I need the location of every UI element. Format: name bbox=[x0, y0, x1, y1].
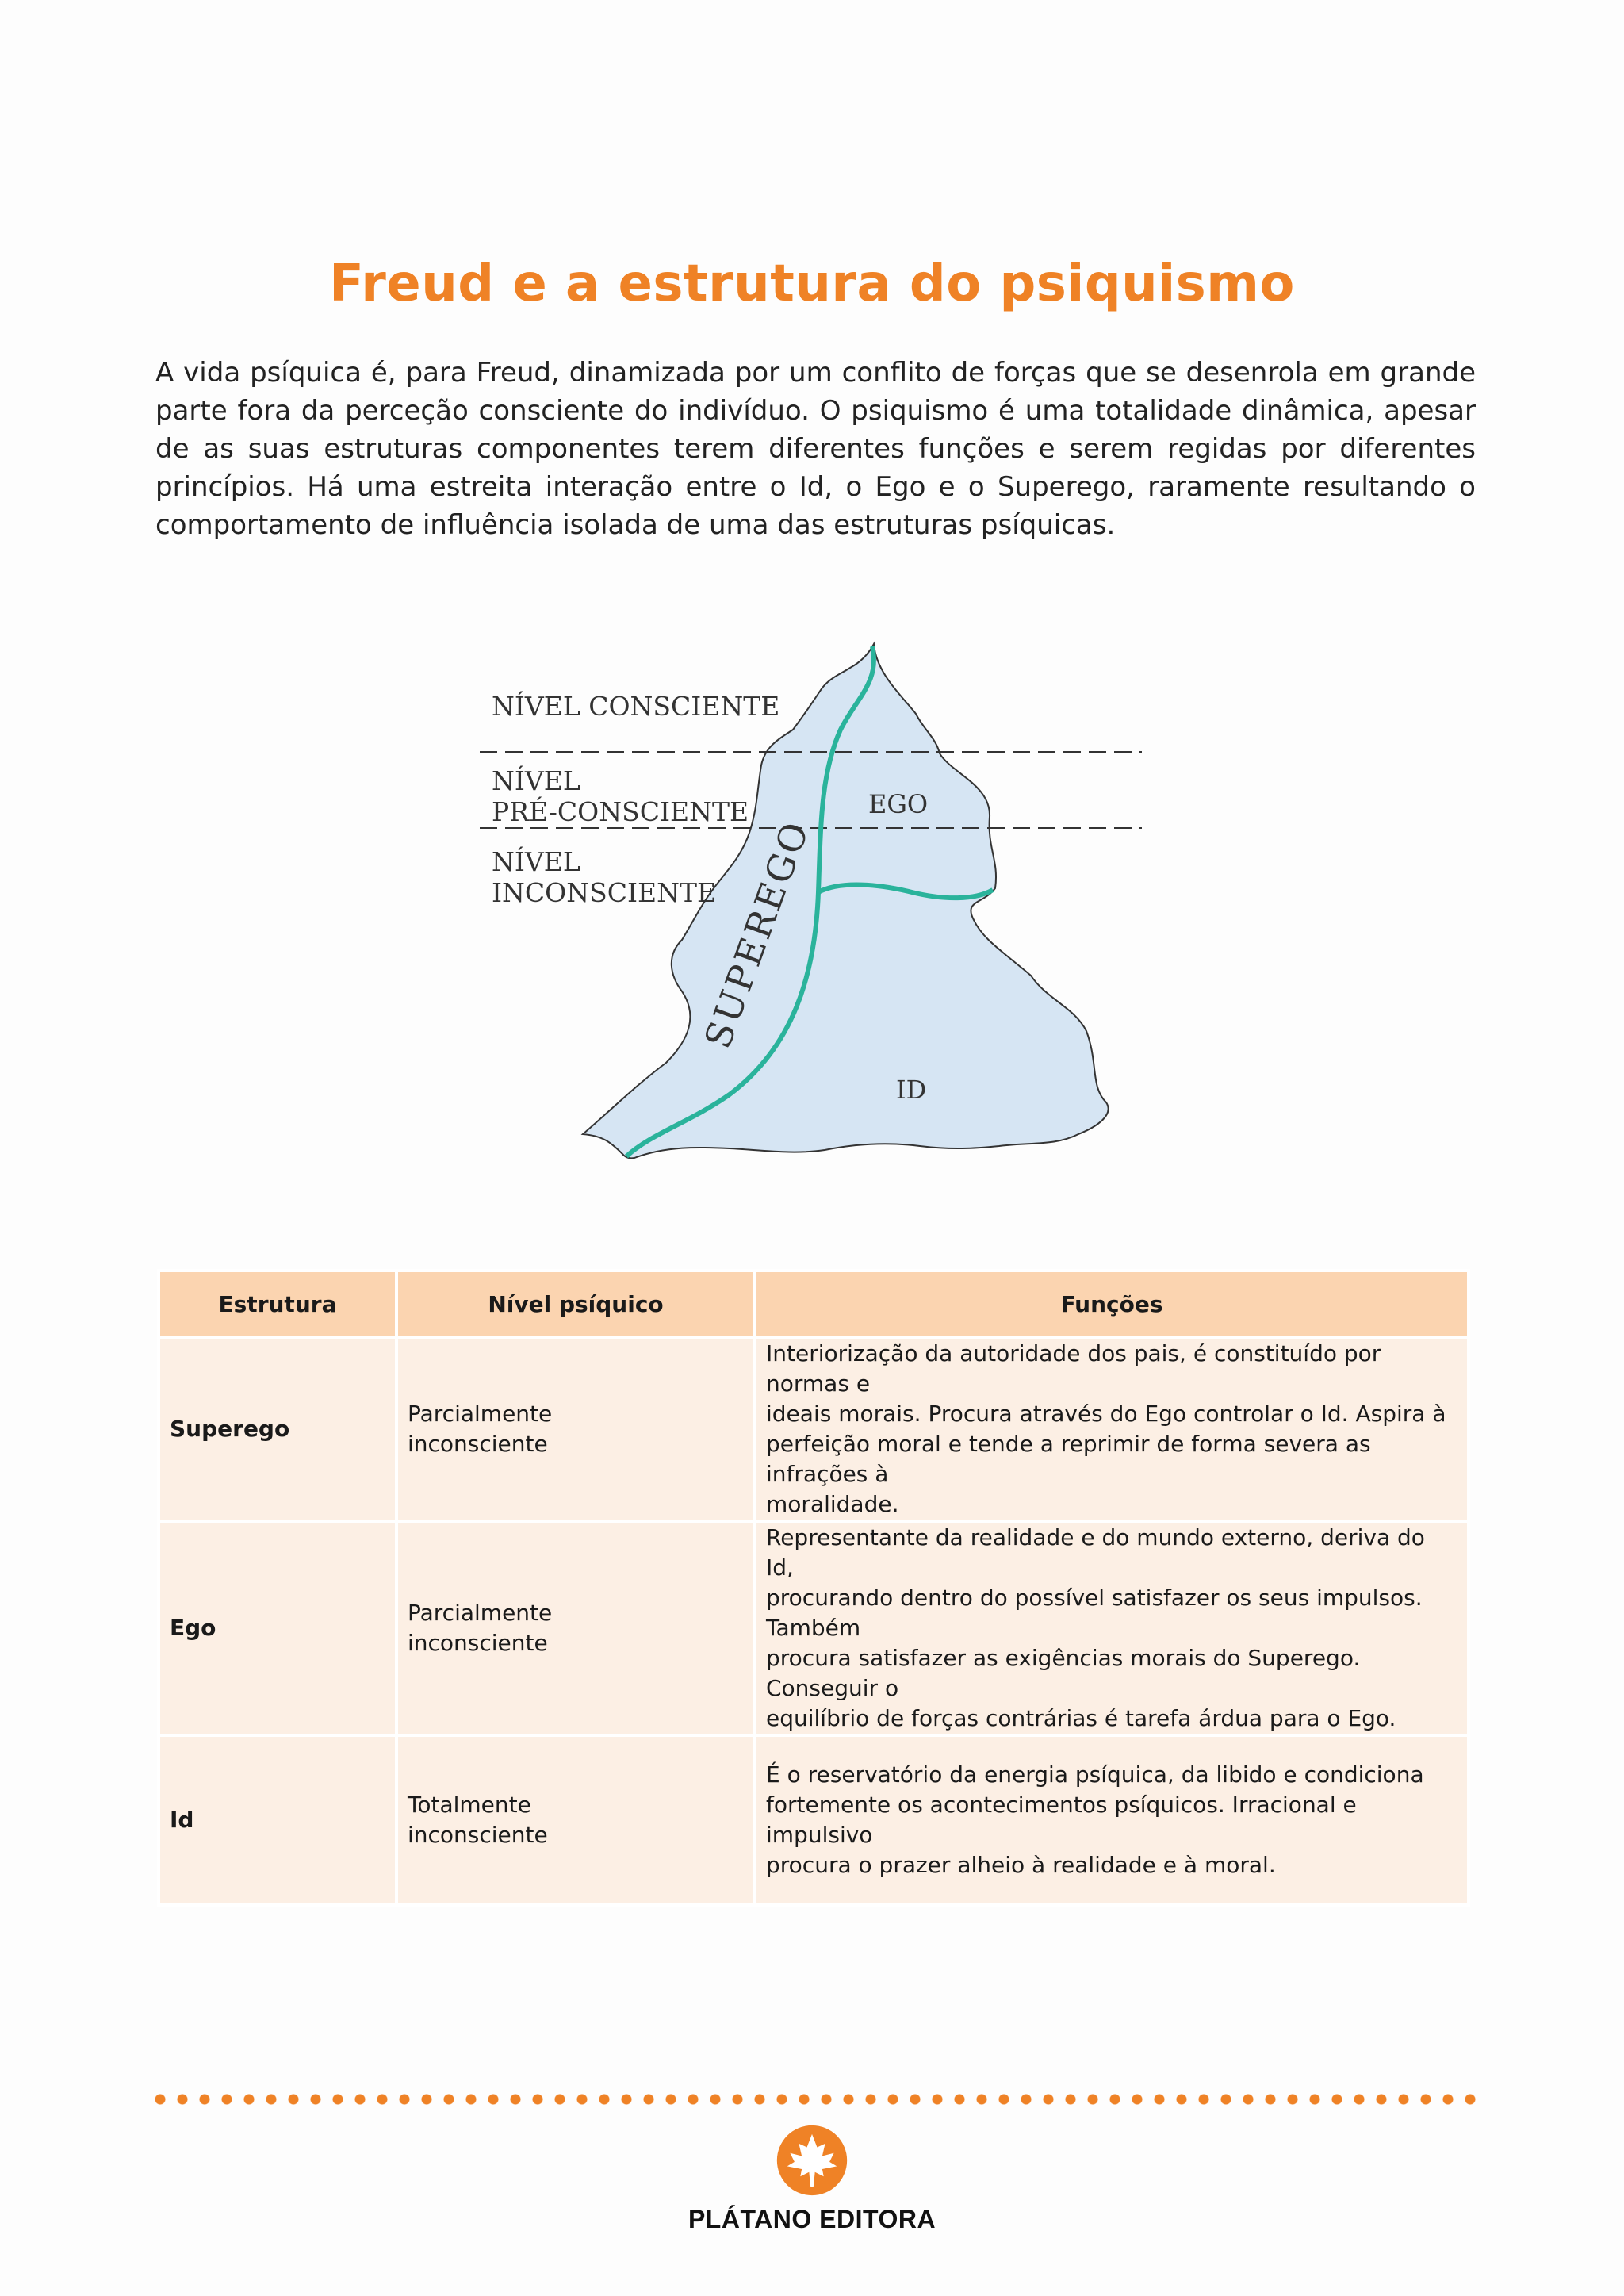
publisher-name: PLÁTANO EDITORA bbox=[688, 2205, 936, 2233]
level-unconscious-label-2: INCONSCIENTE bbox=[492, 877, 717, 908]
dotted-divider bbox=[149, 2094, 1481, 2105]
nivel-line: inconsciente bbox=[408, 1822, 548, 1848]
nivel-line: inconsciente bbox=[408, 1630, 548, 1656]
funcoes-line: moralidade. bbox=[766, 1491, 899, 1517]
level-conscious-label: NÍVEL CONSCIENTE bbox=[492, 691, 780, 722]
iceberg-diagram bbox=[444, 627, 1158, 1182]
funcoes-line: procura o prazer alheio à realidade e à moral. bbox=[766, 1852, 1276, 1878]
funcoes-line: ideais morais. Procura através do Ego controlar o Id. Aspira à bbox=[766, 1401, 1446, 1427]
intro-paragraph: A vida psíquica é, para Freud, dinamizada por um conflito de forças que se desenrola em grande parte fora da perceção consciente do indivíduo. O psiquismo é uma totalidade dinâmica, apesar de as suas estruturas componentes terem diferentes funções e serem regidas por diferentes princípios. Há uma estreita interação entre o Id, o Ego e o Superego, raramente resultando o comportamento de influência isolada de uma das estruturas psíquicas. bbox=[155, 357, 1476, 541]
id-label: ID bbox=[896, 1075, 927, 1105]
structure-table bbox=[157, 1269, 1470, 1907]
superego-label: SUPEREGO bbox=[695, 814, 818, 1054]
nivel-line: Totalmente bbox=[408, 1792, 531, 1818]
cell-nivel bbox=[396, 1735, 755, 1905]
nivel-line: Parcialmente bbox=[408, 1600, 553, 1626]
funcoes-line: Representante da realidade e do mundo externo, deriva do Id, bbox=[766, 1524, 1425, 1581]
maple-leaf-icon bbox=[776, 2124, 848, 2197]
funcoes-line: procura satisfazer as exigências morais do Superego. Conseguir o bbox=[766, 1645, 1361, 1701]
level-preconscious-label-2: PRÉ-CONSCIENTE bbox=[492, 796, 749, 827]
level-preconscious-label-1: NÍVEL bbox=[492, 765, 580, 796]
funcoes-line: fortemente os acontecimentos psíquicos. Irracional e impulsivo bbox=[766, 1792, 1357, 1848]
ego-label: EGO bbox=[868, 789, 929, 819]
cell-funcoes bbox=[755, 1337, 1469, 1521]
funcoes-line: perfeição moral e tende a reprimir de forma severa as infrações à bbox=[766, 1431, 1371, 1487]
level-unconscious-label-1: NÍVEL bbox=[492, 846, 580, 877]
cell-funcoes bbox=[755, 1521, 1469, 1735]
page-title: Freud e a estrutura do psiquismo bbox=[329, 254, 1295, 313]
table-row bbox=[159, 1521, 1469, 1735]
cell-nivel bbox=[396, 1337, 755, 1521]
table-row bbox=[159, 1735, 1469, 1905]
table-header-row bbox=[159, 1271, 1469, 1337]
table-row bbox=[159, 1337, 1469, 1521]
funcoes-line: É o reservatório da energia psíquica, da libido e condiciona bbox=[766, 1761, 1424, 1788]
iceberg-svg bbox=[444, 627, 1158, 1182]
header-estrutura: Estrutura bbox=[159, 1271, 396, 1337]
cell-funcoes bbox=[755, 1735, 1469, 1905]
cell-estrutura: Ego bbox=[159, 1521, 396, 1735]
funcoes-line: equilíbrio de forças contrárias é tarefa árdua para o Ego. bbox=[766, 1705, 1396, 1731]
cell-estrutura: Superego bbox=[159, 1337, 396, 1521]
funcoes-line: procurando dentro do possível satisfazer os seus impulsos. Também bbox=[766, 1585, 1423, 1641]
funcoes-line: Interiorização da autoridade dos pais, é constituído por normas e bbox=[766, 1340, 1381, 1397]
cell-estrutura: Id bbox=[159, 1735, 396, 1905]
cell-nivel bbox=[396, 1521, 755, 1735]
header-funcoes: Funções bbox=[755, 1271, 1469, 1337]
nivel-line: inconsciente bbox=[408, 1431, 548, 1457]
header-nivel: Nível psíquico bbox=[396, 1271, 755, 1337]
nivel-line: Parcialmente bbox=[408, 1401, 553, 1427]
